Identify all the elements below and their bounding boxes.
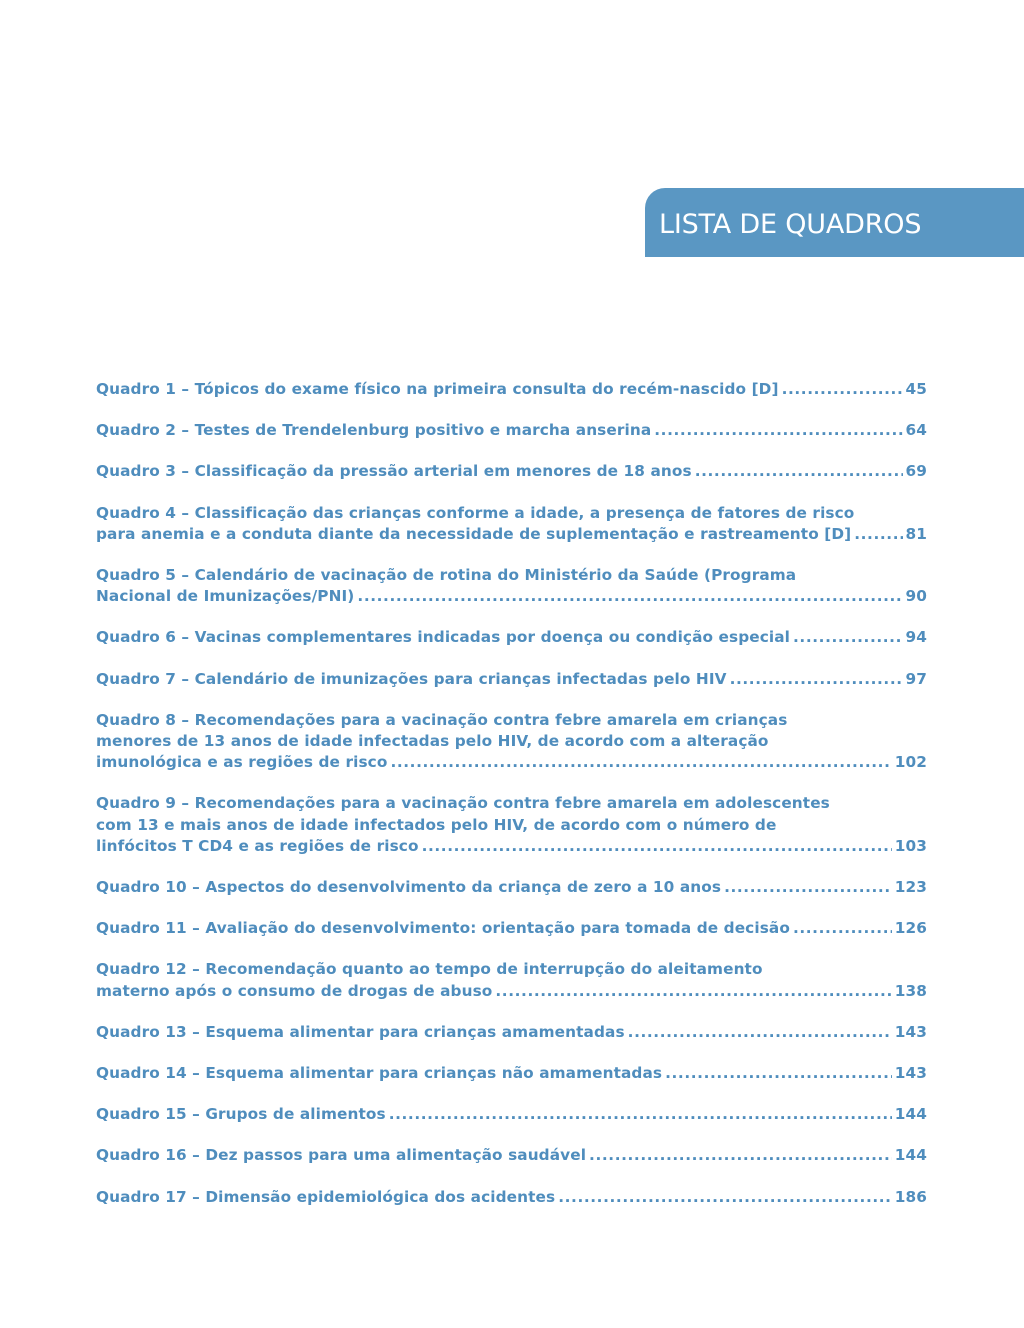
toc-entry-line: Quadro 8 – Recomendações para a vacinação contra febre amarela em crianças	[96, 710, 788, 729]
toc-entry-title: Quadro 2 – Testes de Trendelenburg positivo e marcha anserina	[96, 421, 652, 440]
toc-page-number: 143	[894, 1022, 927, 1041]
toc-entry-title: Quadro 6 – Vacinas complementares indicadas por doença ou condição especial	[96, 628, 791, 647]
toc-entry-last-line	[96, 918, 927, 939]
dot-leader	[558, 1187, 892, 1208]
dot-leader	[793, 627, 902, 648]
dot-leader	[665, 1063, 892, 1084]
toc-entry-title: Quadro 1 – Tópicos do exame físico na primeira consulta do recém-nascido [D]	[96, 380, 779, 398]
toc-entry-line: com 13 e mais anos de idade infectados pelo HIV, de acordo com o número de	[96, 815, 777, 834]
toc-entry[interactable]	[96, 1063, 927, 1084]
toc-entry-title: materno após o consumo de drogas de abuso	[96, 981, 493, 1000]
toc-page-number: 94	[905, 628, 927, 647]
toc-entry[interactable]	[96, 420, 927, 441]
toc-entry-last-line	[96, 836, 927, 857]
toc-entry-last-line	[96, 379, 927, 400]
toc-page-number: 103	[894, 836, 927, 855]
toc-entry-line: Quadro 9 – Recomendações para a vacinação contra febre amarela em adolescentes	[96, 794, 830, 813]
toc-page-number: 64	[905, 421, 927, 440]
dot-leader	[628, 1022, 892, 1043]
toc-entry[interactable]	[96, 503, 927, 545]
toc-entry-title: Quadro 13 – Esquema alimentar para crianças amamentadas	[96, 1022, 625, 1041]
toc-page-number: 81	[905, 524, 927, 543]
toc-entry[interactable]	[96, 1187, 927, 1208]
toc-entry-last-line	[96, 1063, 927, 1084]
toc-entry-title: para anemia e a conduta diante da necessidade de suplementação e rastreamento [D]	[96, 524, 852, 543]
toc-page-number: 138	[894, 981, 927, 1000]
toc-entry[interactable]	[96, 793, 927, 857]
toc-entry[interactable]	[96, 565, 927, 607]
toc-entry[interactable]	[96, 379, 927, 400]
dot-leader	[422, 836, 892, 857]
toc-entry[interactable]	[96, 1104, 927, 1125]
toc-entry-title: linfócitos T CD4 e as regiões de risco	[96, 836, 419, 855]
toc-entry-title: Quadro 11 – Avaliação do desenvolvimento: orientação para tomada de decisão	[96, 919, 790, 938]
toc-entry[interactable]	[96, 1145, 927, 1166]
toc-entry-last-line	[96, 1104, 927, 1125]
toc-entry-title: Quadro 14 – Esquema alimentar para crianças não amamentadas	[96, 1064, 663, 1083]
toc-entry-last-line	[96, 1022, 927, 1043]
toc-page-number: 123	[894, 878, 927, 897]
toc-page-number: 69	[905, 462, 927, 481]
toc-entry-line: Quadro 12 – Recomendação quanto ao tempo de interrupção do aleitamento	[96, 960, 763, 979]
toc-entry-title: Quadro 16 – Dez passos para uma alimentação saudável	[96, 1146, 587, 1165]
toc-entry-last-line	[96, 461, 927, 482]
dot-leader	[854, 524, 902, 545]
toc-entry[interactable]	[96, 877, 927, 898]
dot-leader	[495, 981, 891, 1002]
section-header-tab	[645, 188, 1024, 257]
toc-entry-line: Quadro 5 – Calendário de vacinação de rotina do Ministério da Saúde (Programa	[96, 566, 797, 585]
toc-page-number: 126	[894, 919, 927, 938]
toc-page-number: 90	[905, 587, 927, 606]
table-of-contents	[96, 379, 927, 1228]
toc-entry-last-line	[96, 877, 927, 898]
dot-leader	[724, 877, 892, 898]
toc-entry-title: Quadro 7 – Calendário de imunizações para crianças infectadas pelo HIV	[96, 669, 727, 688]
toc-entry-last-line	[96, 586, 927, 607]
dot-leader	[390, 752, 891, 773]
toc-page-number: 186	[894, 1187, 927, 1206]
toc-entry-last-line	[96, 752, 927, 773]
dot-leader	[357, 586, 902, 607]
toc-entry-title: imunológica e as regiões de risco	[96, 753, 388, 772]
toc-entry[interactable]	[96, 627, 927, 648]
toc-entry-last-line	[96, 669, 927, 690]
page-title: LISTA DE QUADROS	[659, 209, 922, 240]
dot-leader	[793, 918, 892, 939]
toc-entry-line: menores de 13 anos de idade infectadas pelo HIV, de acordo com a alteração	[96, 732, 769, 751]
dot-leader	[589, 1145, 892, 1166]
toc-entry-last-line	[96, 524, 927, 545]
toc-entry-title: Quadro 15 – Grupos de alimentos	[96, 1105, 386, 1124]
dot-leader	[389, 1104, 892, 1125]
toc-entry-last-line	[96, 420, 927, 441]
toc-page-number: 102	[894, 753, 927, 772]
toc-entry-title: Quadro 10 – Aspectos do desenvolvimento da criança de zero a 10 anos	[96, 878, 722, 897]
dot-leader	[695, 461, 903, 482]
toc-entry[interactable]	[96, 461, 927, 482]
toc-page-number: 97	[905, 669, 927, 688]
toc-page-number: 143	[894, 1064, 927, 1083]
toc-page-number: 144	[894, 1146, 927, 1165]
toc-entry-last-line	[96, 627, 927, 648]
toc-entry[interactable]	[96, 1022, 927, 1043]
toc-entry-last-line	[96, 1187, 927, 1208]
dot-leader	[654, 420, 902, 441]
toc-entry[interactable]	[96, 918, 927, 939]
toc-page-number: 45	[905, 380, 927, 398]
toc-entry-title: Quadro 17 – Dimensão epidemiológica dos acidentes	[96, 1187, 556, 1206]
toc-entry[interactable]	[96, 669, 927, 690]
toc-entry[interactable]	[96, 959, 927, 1001]
toc-entry[interactable]	[96, 710, 927, 774]
dot-leader	[782, 379, 903, 400]
toc-page-number: 144	[894, 1105, 927, 1124]
toc-entry-last-line	[96, 981, 927, 1002]
toc-entry-title: Quadro 3 – Classificação da pressão arterial em menores de 18 anos	[96, 462, 692, 481]
dot-leader	[730, 669, 903, 690]
toc-entry-title: Nacional de Imunizações/PNI)	[96, 587, 355, 606]
toc-entry-last-line	[96, 1145, 927, 1166]
toc-entry-line: Quadro 4 – Classificação das crianças conforme a idade, a presença de fatores de risco	[96, 503, 855, 522]
